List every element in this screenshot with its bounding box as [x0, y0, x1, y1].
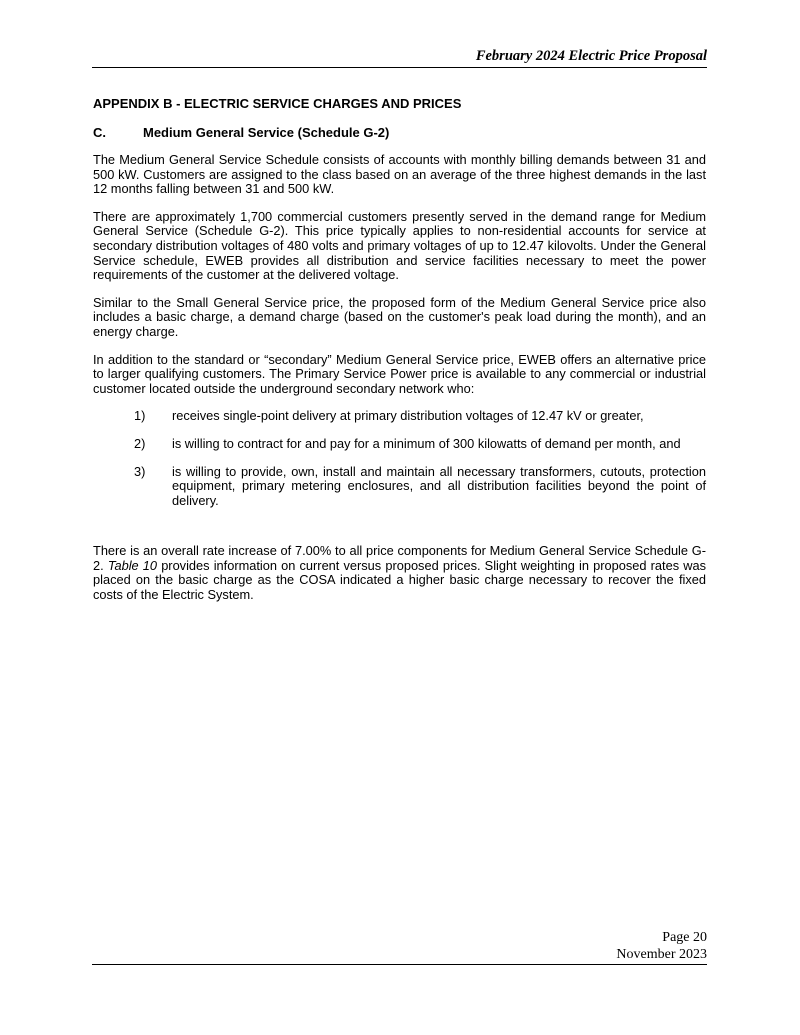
list-item — [93, 465, 706, 509]
list-item-number: 2) — [134, 435, 146, 451]
page-footer — [616, 929, 707, 963]
list-item-text: receives single-point delivery at primary distribution voltages of 12.47 kV or greater, — [172, 408, 644, 424]
running-header: February 2024 Electric Price Proposal — [475, 48, 707, 64]
header-rule — [92, 67, 707, 68]
paragraph-customers: There are approximately 1,700 commercial customers presently served in the demand range for Medium General Service (Schedule G-2). This price typically applies to non-residential accounts for service at secondary distribution voltages of 480 volts and primary voltages of up to 12.47 kilovolts. Under the General Service schedule, EWEB provides all distribution and service facilities necessary to meet the power requirements of the customer at the delivered voltage. — [93, 208, 706, 283]
table-reference: Table 10 — [107, 557, 158, 573]
list-item — [93, 437, 706, 452]
page-number: Page 20 — [662, 930, 707, 945]
list-item-text: is willing to contract for and pay for a minimum of 300 kilowatts of demand per month, and — [172, 435, 681, 451]
section-heading — [93, 125, 706, 140]
section-letter: C. — [93, 125, 106, 140]
paragraph-price-form: Similar to the Small General Service price, the proposed form of the Medium General Service price also includes a basic charge, a demand charge (based on the customer's peak load during the month), and an energy charge. — [93, 294, 706, 339]
list-item-number: 1) — [134, 408, 146, 424]
eligibility-criteria-list — [93, 409, 706, 508]
footer-rule — [92, 964, 707, 965]
section-title: Medium General Service (Schedule G-2) — [143, 125, 390, 140]
list-item-text: is willing to provide, own, install and maintain all necessary transformers, cutouts, protection equipment, primary metering enclosures, and all distribution facilities beyond the point of delivery. — [172, 463, 706, 508]
paragraph-class-definition: The Medium General Service Schedule consists of accounts with monthly billing demands between 31 and 500 kW. Customers are assigned to the class based on an average of the three highest demands in the last 12 months falling between 31 and 500 kW. — [93, 152, 706, 197]
list-item-number: 3) — [134, 463, 146, 479]
appendix-title: APPENDIX B - ELECTRIC SERVICE CHARGES AND PRICES — [93, 96, 462, 111]
page-content — [93, 96, 706, 616]
footer-date: November 2023 — [616, 947, 707, 962]
rate-increase-text-continued: provides information on current versus proposed prices. Slight weighting in proposed rates was placed on the basic charge as the COSA indicated a higher basic charge necessary to recover the fixed costs of the Electric System. — [93, 557, 706, 603]
rate-increase-text: There is an overall rate increase of 7.00% to all price components for Medium General Service Schedule G-2. — [93, 543, 706, 573]
paragraph-primary-service: In addition to the standard or “secondary” Medium General Service price, EWEB offers an alternative price to larger qualifying customers. The Primary Service Power price is available to any commercial or industrial customer located outside the underground secondary network who: — [93, 351, 706, 396]
paragraph-rate-increase — [93, 544, 706, 602]
list-item — [93, 409, 706, 424]
